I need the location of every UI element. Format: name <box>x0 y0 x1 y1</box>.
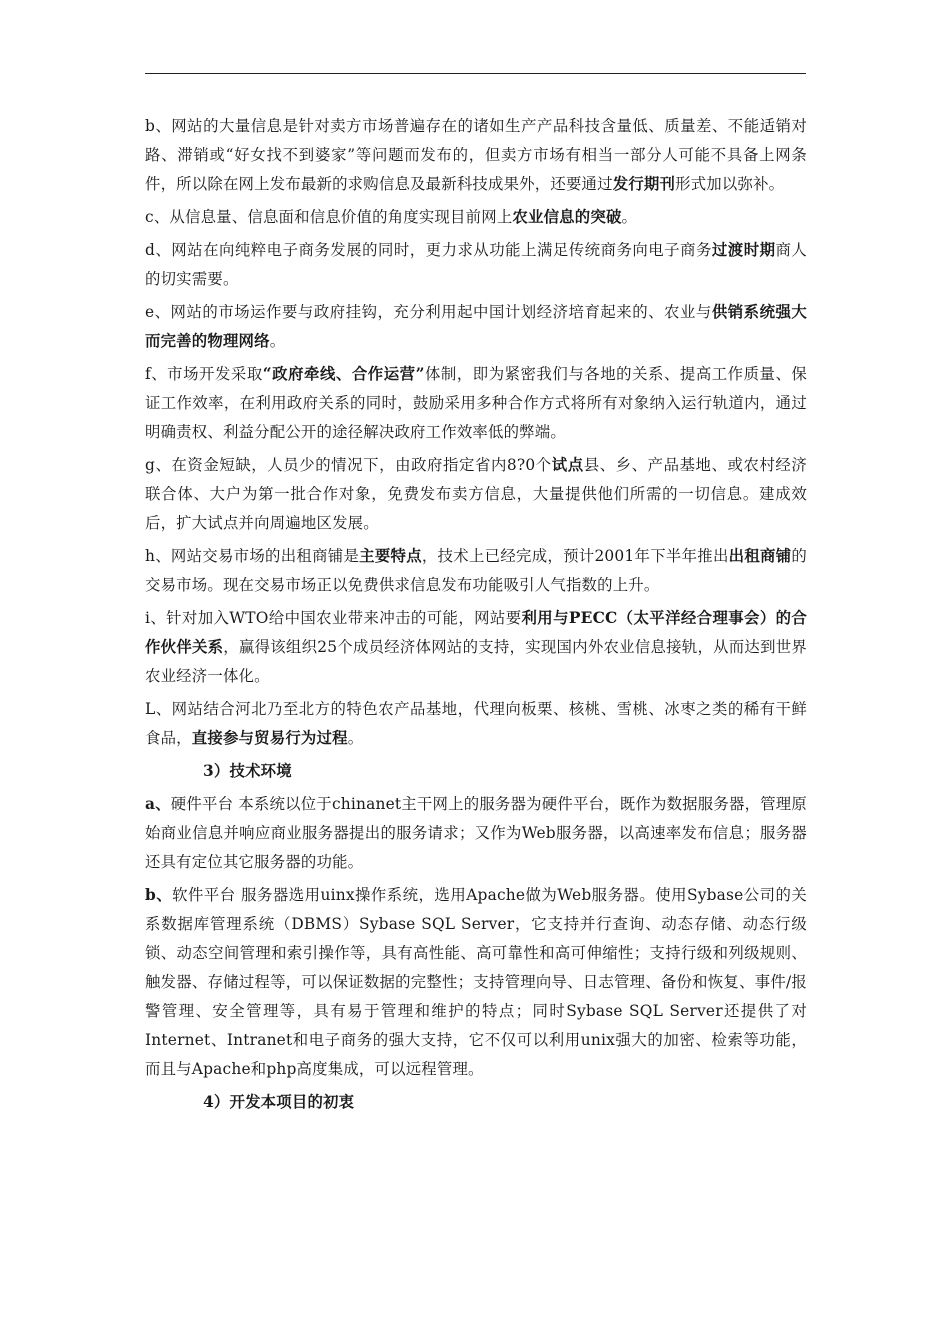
paragraph-2 <box>145 236 807 294</box>
text-run: c、从信息量、信息面和信息价值的角度实现目前网上 <box>145 208 513 226</box>
text-run: 硬件平台 本系统以位于chinanet主干网上的服务器为硬件平台，既作为数据服务器，管理原始商业信息并响应商业服务器提出的服务请求；又作为Web服务器，以高速率发布信息；服务器还具有定位其它服务器的功能。 <box>145 795 808 871</box>
text-run: 体制，即为紧密我们与各地的关系、提高工作质量、保证工作效率，在利用政府关系的同时，鼓励采用多种合作方式将所有对象纳入运行轨道内，通过明确责权、利益分配公开的途径解决政府工作效率低的弊端。 <box>145 365 808 441</box>
paragraph-3 <box>145 298 807 356</box>
text-run: 商人的切实需要。 <box>145 241 807 288</box>
text-run: h、网站交易市场的出租商铺是 <box>145 547 360 565</box>
text-run: b、网站的大量信息是针对卖方市场普遍存在的诸如生产产品科技含量低、质量差、不能适销对路、滞销或“好女找不到婆家”等问题而发布的，但卖方市场有相当一部分人可能不具备上网条件，所以除在网上发布最新的求购信息及最新科技成果外，还要通过 <box>145 117 807 193</box>
bold-text: 直接参与贸易行为过程 <box>191 729 348 747</box>
text-run: d、网站在向纯粹电子商务发展的同时，更力求从功能上满足传统商务向电子商务 <box>145 241 712 259</box>
bold-text: 供销系统强大而完善的物理网络 <box>145 303 807 350</box>
paragraph-4 <box>145 360 807 447</box>
text-run: ，赢得该组织25个成员经济体网站的支持，实现国内外农业信息接轨，从而达到世界农业经济一体化。 <box>145 638 807 685</box>
bold-text: 农业信息的突破 <box>512 208 622 226</box>
paragraph-5 <box>145 451 807 538</box>
text-run: i、针对加入WTO给中国农业带来冲击的可能，网站要 <box>145 609 522 627</box>
text-run: 。 <box>269 332 286 350</box>
text-run: 。 <box>621 208 638 226</box>
bold-text: b、 <box>145 886 173 904</box>
paragraph-0 <box>145 112 807 199</box>
paragraph-6 <box>145 542 807 600</box>
text-run: 形式加以弥补。 <box>675 175 785 193</box>
text-run: e、网站的市场运作要与政府挂钩，充分利用起中国计划经济培育起来的、农业与 <box>145 303 712 321</box>
bold-text: 利用与PECC（太平洋经合理事会）的合作伙伴关系 <box>145 609 808 656</box>
bold-text: 出租商铺 <box>728 547 792 565</box>
heading-project-origin: 4）开发本项目的初衷 <box>203 1093 355 1111</box>
paragraph-7 <box>145 604 807 691</box>
page-content <box>145 112 807 1121</box>
header-rule <box>145 73 806 74</box>
bold-text: 试点 <box>551 456 584 474</box>
paragraph-1 <box>145 203 807 232</box>
tech-paragraph-0 <box>145 790 807 877</box>
bold-text: 主要特点 <box>359 547 422 565</box>
text-run: 。 <box>347 729 364 747</box>
text-run: ，技术上已经完成，预计2001年下半年推出 <box>421 547 729 565</box>
text-run: L、网站结合河北乃至北方的特色农产品基地，代理向板栗、核桃、雪桃、冰枣之类的稀有干鲜食品， <box>145 700 807 747</box>
strategy-paragraphs <box>145 112 807 753</box>
text-run: 县、乡、产品基地、或农村经济联合体、大户为第一批合作对象，免费发布卖方信息，大量提供他们所需的一切信息。建成效后，扩大试点并向周遍地区发展。 <box>145 456 807 532</box>
text-run: 软件平台 服务器选用uinx操作系统，选用Apache做为Web服务器。使用Sybase公司的关系数据库管理系统（DBMS）Sybase SQL Server，它支持并行查询、动态存储、动态行级锁、动态空间管理和索引操作等，具有高性能、高可靠性和高可伸缩性；支持行级和列级规则、触发器、存储过程等，可以保证数据的完整性；支持管理向导、日志管理、备份和恢复、事件/报警管理、安全管理等，具有易于管理和维护的特点；同时Sybase SQL Server还提供了对Internet、Intranet和电子商务的强大支持，它不仅可以利用unix强大的加密、检索等功能，而且与Apache和php高度集成，可以远程管理。 <box>145 886 807 1078</box>
paragraph-8 <box>145 695 807 753</box>
bold-text: 发行期刊 <box>612 175 676 193</box>
bold-text: a、 <box>145 795 171 813</box>
tech-paragraph-1 <box>145 881 807 1084</box>
heading-tech-environment: 3）技术环境 <box>203 762 292 780</box>
tech-paragraphs <box>145 790 807 1084</box>
bold-text: “政府牵线、合作运营” <box>262 365 425 383</box>
text-run: 的交易市场。现在交易市场正以免费供求信息发布功能吸引人气指数的上升。 <box>145 547 807 594</box>
text-run: g、在资金短缺，人员少的情况下，由政府指定省内8?0个 <box>145 456 552 474</box>
text-run: f、市场开发采取 <box>145 365 263 383</box>
bold-text: 过渡时期 <box>711 241 776 259</box>
